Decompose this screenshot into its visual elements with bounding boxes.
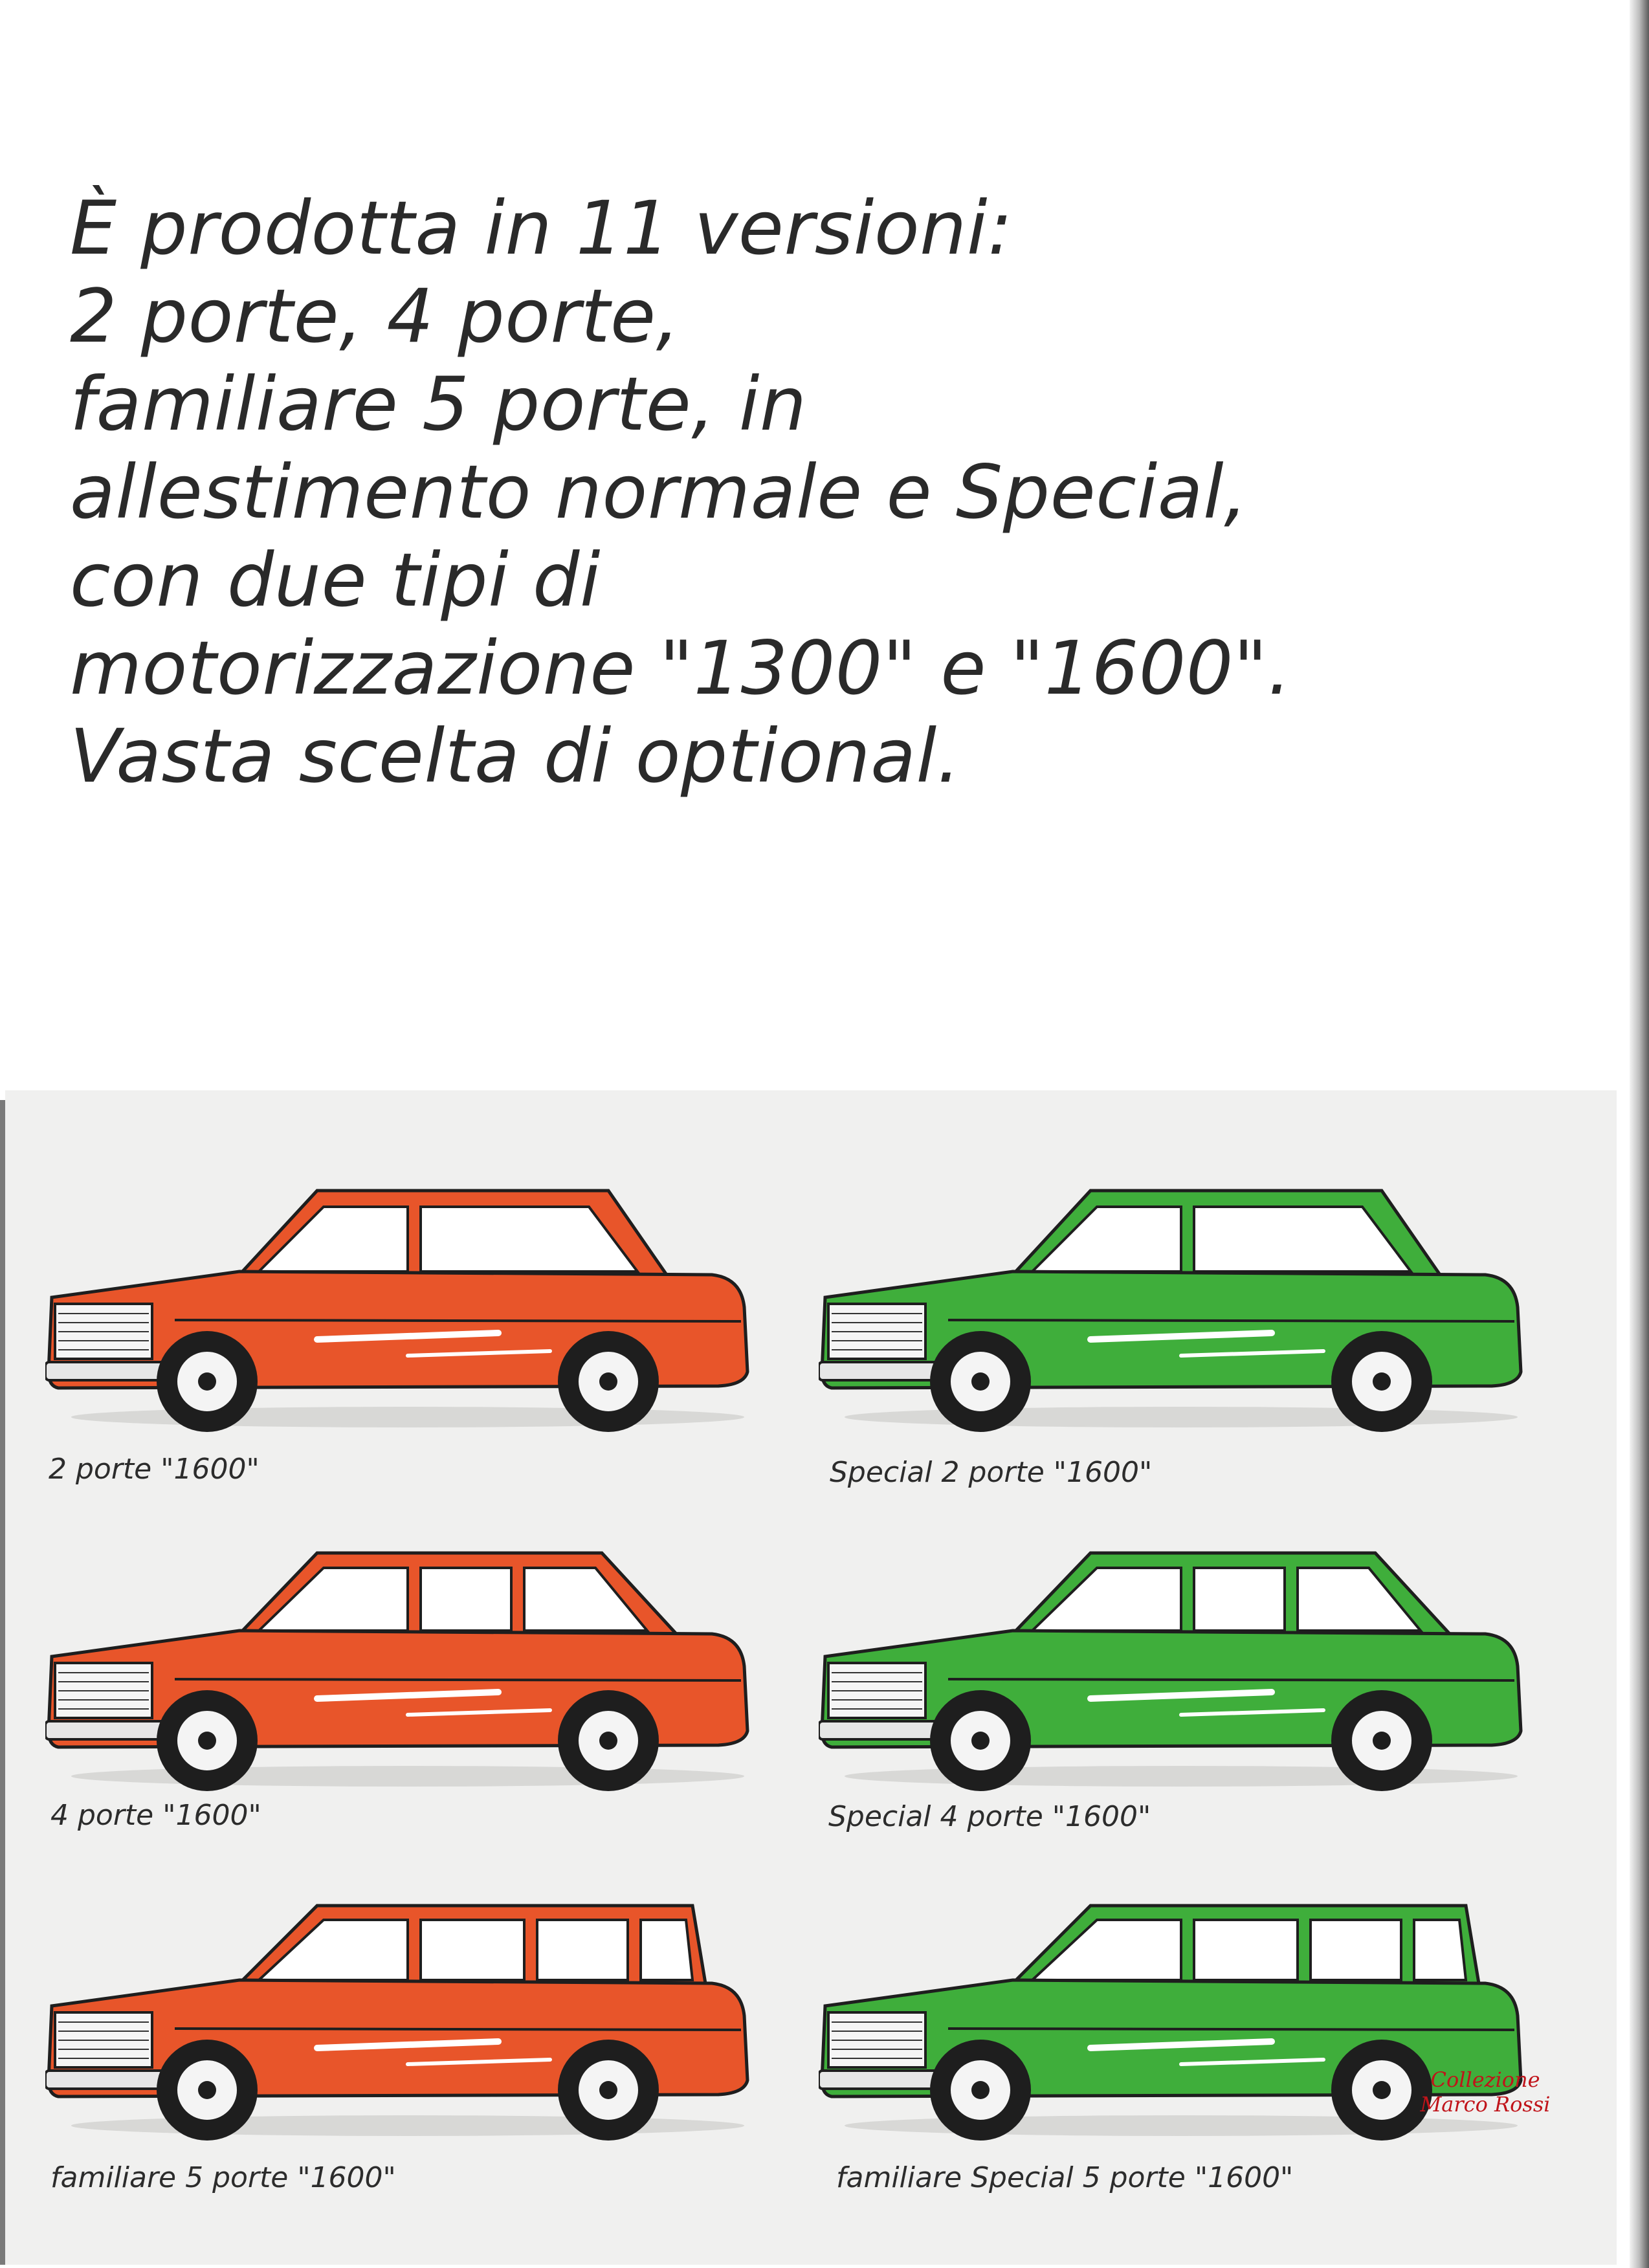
headline-line: familiare 5 porte, in <box>70 361 807 447</box>
car-window <box>1194 1920 1298 1980</box>
car-illustration-4door-special <box>819 1537 1537 1809</box>
headline-line: allestimento normale e Special, <box>70 449 1248 535</box>
car-caption: Special 2 porte "1600" <box>830 1456 1153 1489</box>
car-side-strip <box>948 1320 1514 1321</box>
car-caption: 2 porte "1600" <box>49 1453 260 1486</box>
car-hub-center <box>971 2081 990 2099</box>
page-edge-shadow <box>1630 0 1649 2268</box>
car-window <box>537 1920 628 1980</box>
car-illustration-4door-normale <box>45 1537 764 1809</box>
car-caption: 4 porte "1600" <box>50 1799 261 1832</box>
car-caption: familiare Special 5 porte "1600" <box>836 2161 1294 2194</box>
car-window <box>1194 1568 1285 1631</box>
car-hub-center <box>1373 2081 1391 2099</box>
stamp-line: Marco Rossi <box>1420 2092 1551 2117</box>
car-hub-center <box>599 1732 617 1750</box>
car-side-strip <box>175 2029 741 2030</box>
car-illustration-wagon-normale <box>45 1886 764 2158</box>
car-side-strip <box>175 1320 741 1321</box>
car-illustration-wagon-special <box>819 1886 1537 2158</box>
car-side-strip <box>948 2029 1514 2030</box>
car-bumper <box>819 2071 942 2089</box>
car-bumper <box>819 1721 942 1739</box>
car-illustration-2door-normale <box>45 1178 764 1449</box>
car-caption: Special 4 porte "1600" <box>828 1800 1151 1833</box>
car-hub-center <box>1373 1372 1391 1391</box>
car-window <box>1414 1920 1466 1980</box>
car-side-strip <box>175 1679 741 1680</box>
car-hub-center <box>971 1732 990 1750</box>
headline <box>70 184 1591 800</box>
car-window <box>641 1920 692 1980</box>
car-bumper <box>45 1721 168 1739</box>
car-window <box>421 1920 524 1980</box>
car-illustration-2door-special <box>819 1178 1537 1449</box>
headline-line: 2 porte, 4 porte, <box>70 273 680 359</box>
car-hub-center <box>599 2081 617 2099</box>
car-window <box>421 1568 511 1631</box>
car-hub-center <box>1373 1732 1391 1750</box>
car-bumper <box>45 1362 168 1380</box>
headline-line: con due tipi di <box>70 537 601 623</box>
car-window <box>1311 1920 1401 1980</box>
car-bumper <box>45 2071 168 2089</box>
headline-line: Vasta scelta di optional. <box>70 713 961 799</box>
car-hub-center <box>971 1372 990 1391</box>
headline-line: È prodotta in 11 versioni: <box>70 185 1013 271</box>
collection-watermark-stamp <box>1408 2067 1563 2117</box>
car-hub-center <box>599 1372 617 1391</box>
car-side-strip <box>948 1679 1514 1680</box>
car-hub-center <box>198 1372 216 1391</box>
car-caption: familiare 5 porte "1600" <box>50 2161 396 2194</box>
car-hub-center <box>198 2081 216 2099</box>
headline-line: motorizzazione "1300" e "1600". <box>70 625 1292 711</box>
car-bumper <box>819 1362 942 1380</box>
car-hub-center <box>198 1732 216 1750</box>
stamp-line: Collezione <box>1430 2067 1540 2092</box>
